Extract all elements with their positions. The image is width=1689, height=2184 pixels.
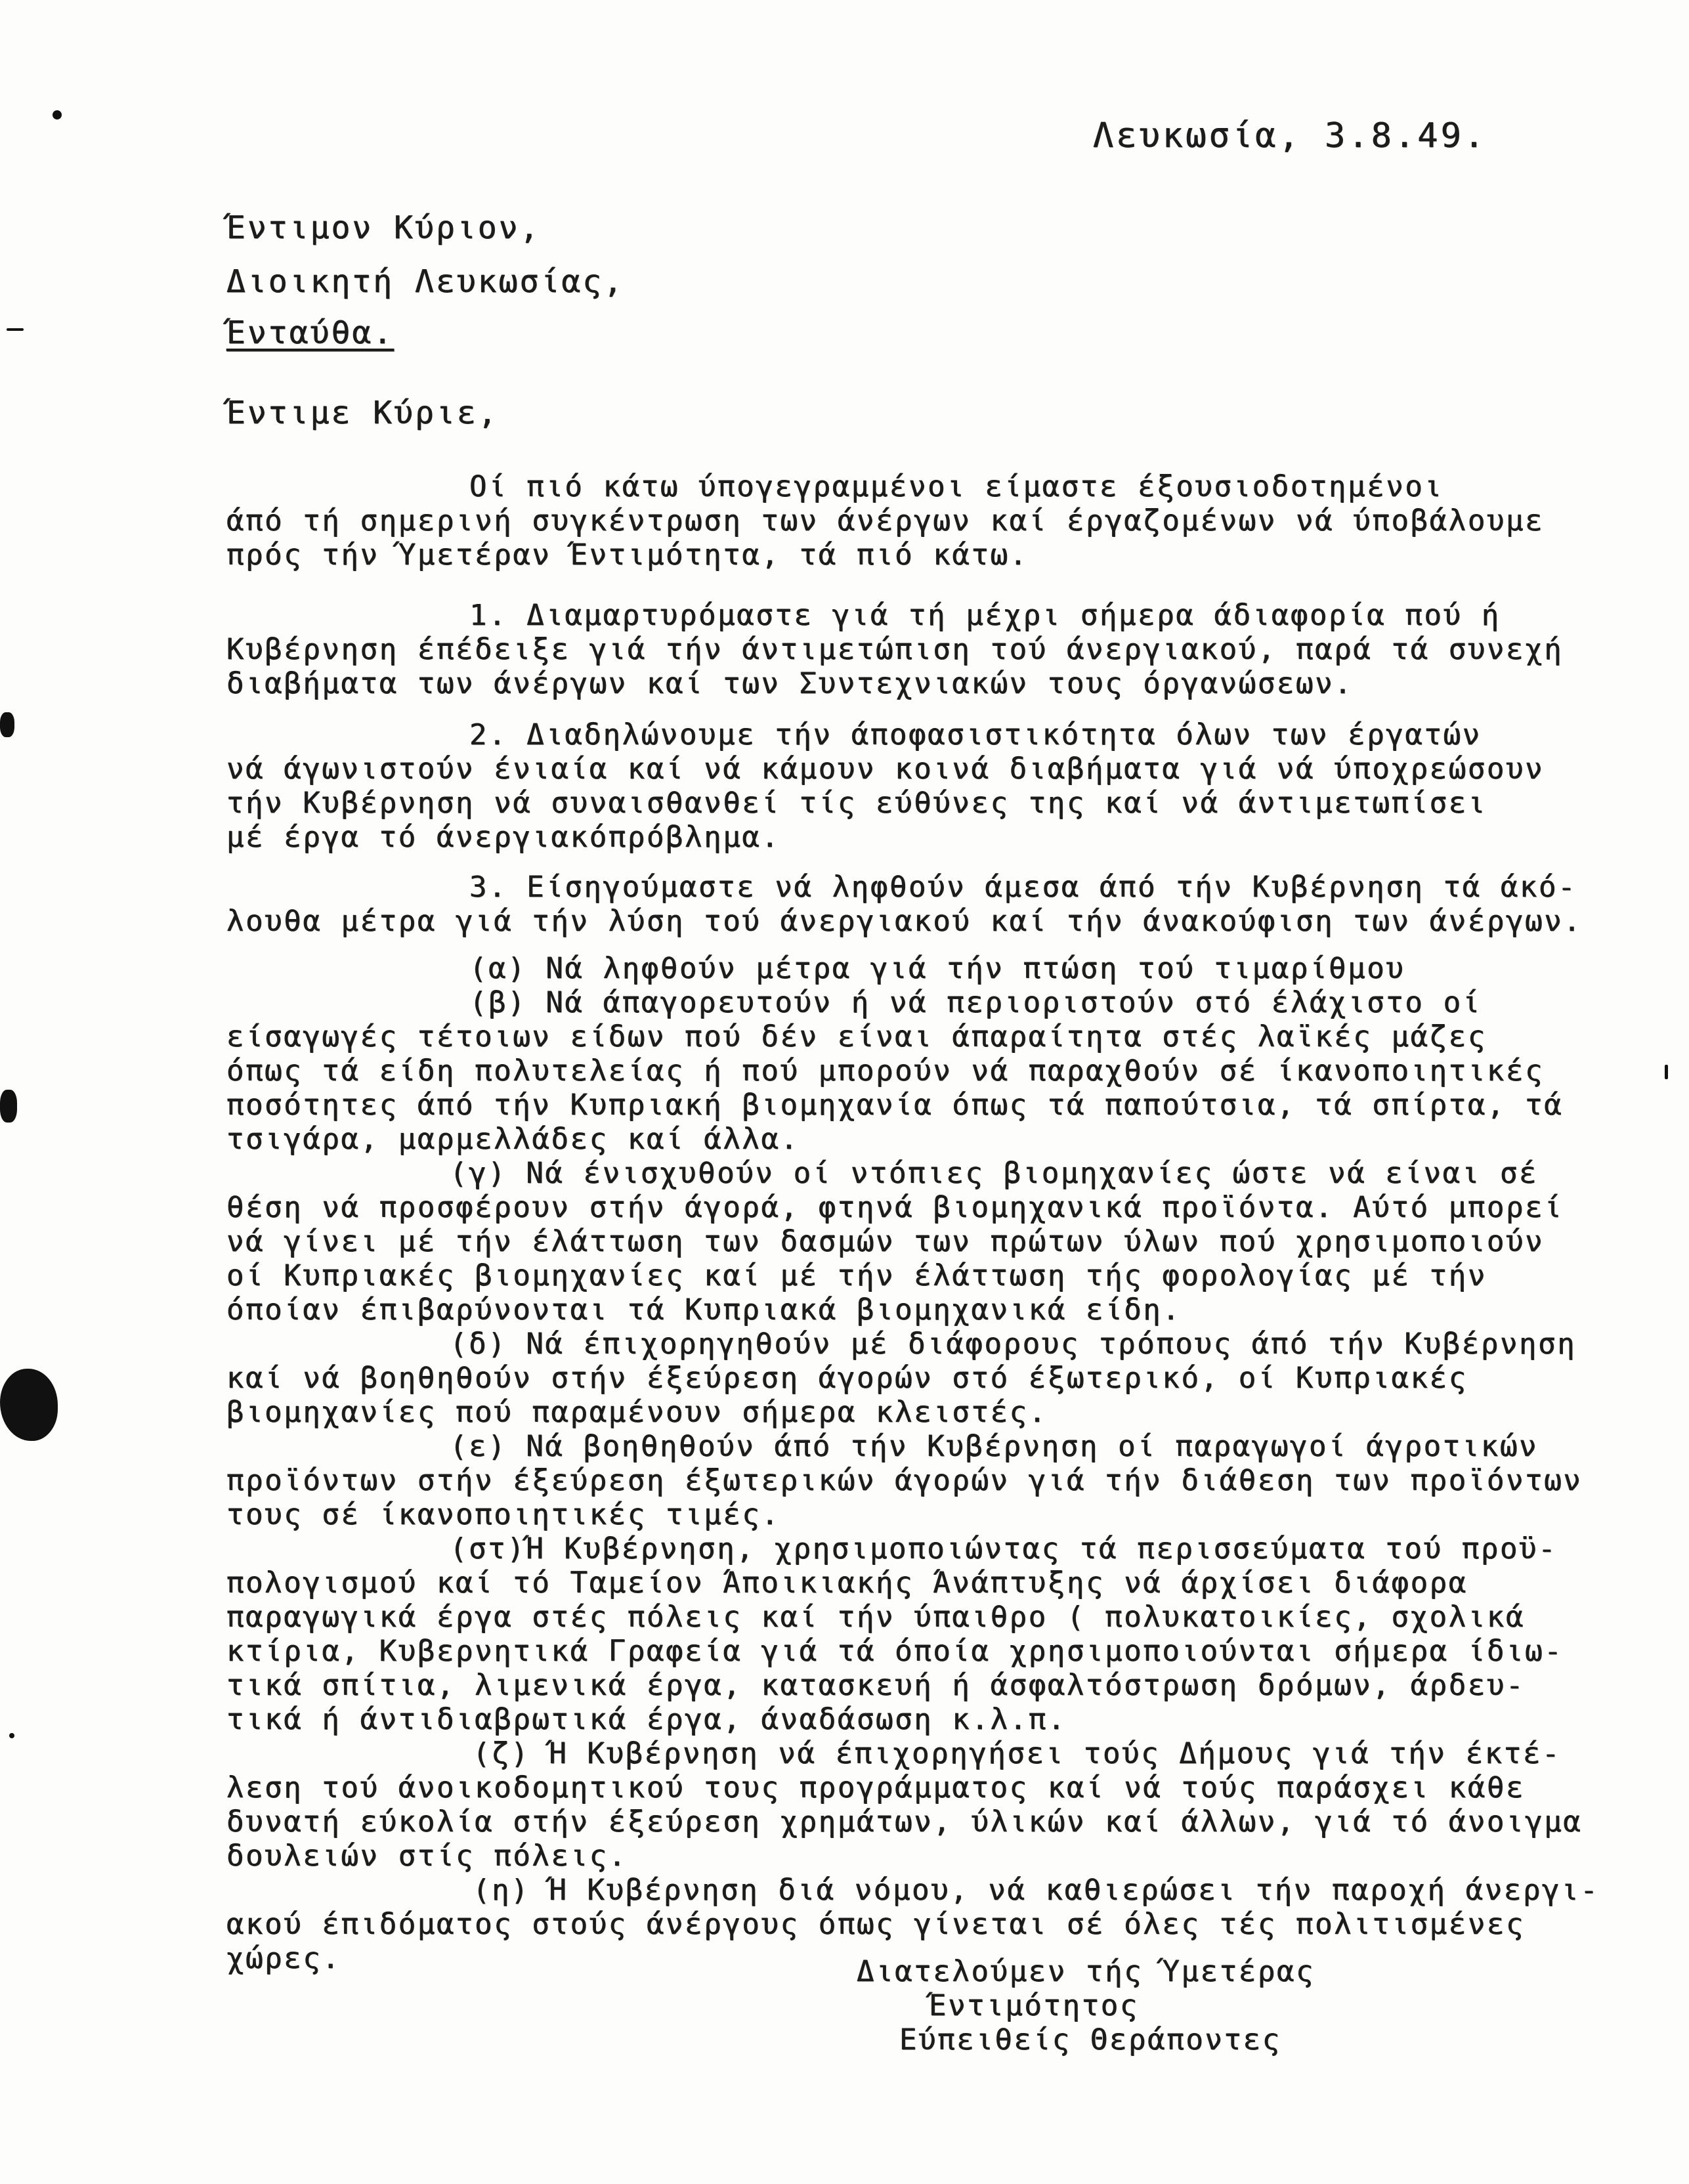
intro-line: άπό τή σημερινή συγκέντρωση των άνέργων καί έργαζομένων νά ύποβάλουμε	[226, 504, 1545, 538]
measure-line: βιομηχανίες πού παραμένουν σήμερα κλειστές.	[226, 1396, 1048, 1429]
measures-list	[226, 952, 1657, 1976]
measure-line: προϊόντων στήν έξεύρεση έξωτερικών άγορών γιά τήν διάθεση των προϊόντων	[226, 1464, 1583, 1497]
measure-line: (α) Νά ληφθούν μέτρα γιά τήν πτώση τού τιμαρίθμου	[469, 952, 1405, 985]
point-3-paragraph	[226, 870, 1657, 939]
measure-line: ακού έπιδόματος στούς άνέργους όπως γίνεται σέ όλες τές πολιτισμένες	[226, 1908, 1526, 1941]
measure-line: δουλειών στίς πόλεις.	[226, 1839, 628, 1873]
measure-line: ποσότητες άπό τήν Κυπριακή βιομηχανία όπως τά παπούτσια, τά σπίρτα, τά	[226, 1088, 1564, 1122]
scan-speck	[0, 1090, 17, 1123]
measure-line: χώρες.	[226, 1942, 341, 1975]
letter-date: Λευκωσία, 3.8.49.	[1093, 116, 1487, 156]
point-2-line: μέ έργα τό άνεργιακόπρόβλημα.	[226, 821, 780, 854]
measure-line: τσιγάρα, μαρμελλάδες καί άλλα.	[226, 1123, 800, 1156]
closing-block	[857, 1955, 1315, 2057]
measure-line: κτίρια, Κυβερνητικά Γραφεία γιά τά όποία χρησιμοποιούνται σήμερα ίδιω-	[226, 1635, 1564, 1668]
point-2-paragraph	[226, 718, 1657, 855]
intro-line: Οί πιό κάτω ύπογεγραμμένοι είμαστε έξουσιοδοτημένοι	[469, 470, 1443, 503]
scan-speck	[9, 1733, 14, 1738]
addressee-line-3: Ένταύθα.	[226, 314, 395, 351]
measure-line: παραγωγικά έργα στές πόλεις καί τήν ύπαιθρο ( πολυκατοικίες, σχολικά	[226, 1600, 1526, 1634]
measure-line: λεση τού άνοικοδομητικού τους προγράμματος καί νά τούς παράσχει κάθε	[226, 1771, 1526, 1805]
closing-line: Έντιμότητος	[929, 1989, 1139, 2023]
measure-line: οί Κυπριακές βιομηχανίες καί μέ τήν έλάττωση τής φορολογίας μέ τήν	[226, 1259, 1487, 1293]
measure-line: όποίαν έπιβαρύνονται τά Κυπριακά βιομηχανικά είδη.	[226, 1293, 1182, 1327]
intro-line: πρός τήν Ύμετέραν Έντιμότητα, τά πιό κάτω.	[226, 538, 1029, 572]
scan-speck	[0, 1369, 58, 1441]
measure-line: (στ)Ή Κυβέρνηση, χρησιμοποιώντας τά περισσεύματα τού προϋ-	[450, 1532, 1558, 1566]
measure-line: (γ) Νά ένισχυθούν οί ντόπιες βιομηχανίες ώστε νά είναι σέ	[450, 1157, 1539, 1190]
closing-line: Εύπειθείς Θεράποντες	[899, 2023, 1281, 2057]
measure-line: όπως τά είδη πολυτελείας ή πού μπορούν νά παραχθούν σέ ίκανοποιητικές	[226, 1054, 1545, 1088]
point-3-line: 3. Είσηγούμαστε νά ληφθούν άμεσα άπό τήν Κυβέρνηση τά άκό-	[469, 870, 1577, 904]
point-1-line: Κυβέρνηση έπέδειξε γιά τήν άντιμετώπιση τού άνεργιακού, παρά τά συνεχή	[226, 633, 1564, 666]
salutation: Έντιμε Κύριε,	[226, 395, 499, 431]
point-1-line: διαβήματα των άνέργων καί των Συντεχνιακών τους όργανώσεων.	[226, 667, 1354, 700]
measure-line: τικά σπίτια, λιμενικά έργα, κατασκευή ή άσφαλτόστρωση δρόμων, άρδευ-	[226, 1669, 1526, 1702]
measure-line: νά γίνει μέ τήν έλάττωση των δασμών των πρώτων ύλων πού χρησιμοποιούν	[226, 1225, 1545, 1258]
measure-line: θέση νά προσφέρουν στήν άγορά, φτηνά βιομηχανικά προϊόντα. Αύτό μπορεί	[226, 1191, 1564, 1224]
measure-line: τικά ή άντιδιαβρωτικά έργα, άναδάσωση κ.λ.π.	[226, 1703, 1067, 1736]
point-2-line: τήν Κυβέρνηση νά συναισθανθεί τίς εύθύνες της καί νά άντιμετωπίσει	[226, 786, 1487, 820]
closing-line: Διατελούμεν τής Ύμετέρας	[857, 1955, 1315, 1988]
addressee-line-1: Έντιμον Κύριον,	[226, 209, 541, 246]
point-2-line: 2. Διαδηλώνουμε τήν άποφασιστικότητα όλων των έργατών	[469, 718, 1482, 752]
point-2-line: νά άγωνιστούν ένιαία καί νά κάμουν κοινά διαβήματα γιά νά ύποχρεώσουν	[226, 752, 1545, 786]
measure-line: (ε) Νά βοηθηθούν άπό τήν Κυβέρνηση οί παραγωγοί άγροτικών	[450, 1430, 1539, 1463]
intro-paragraph	[226, 470, 1657, 572]
measure-line: είσαγωγές τέτοιων είδων πού δέν είναι άπαραίτητα στές λαϊκές μάζες	[226, 1020, 1487, 1054]
measure-line: (β) Νά άπαγορευτούν ή νά περιοριστούν στό έλάχιστο οί	[469, 986, 1482, 1019]
measure-line: (δ) Νά έπιχορηγηθούν μέ διάφορους τρόπους άπό τήν Κυβέρνηση	[450, 1327, 1577, 1361]
point-3-line: λουθα μέτρα γιά τήν λύση τού άνεργιακού καί τήν άνακούφιση των άνέργων.	[226, 905, 1583, 938]
scan-speck	[7, 328, 24, 331]
addressee-line-2: Διοικητή Λευκωσίας,	[226, 263, 625, 300]
scan-speck	[0, 712, 14, 737]
measure-line: τους σέ ίκανοποιητικές τιμές.	[226, 1498, 780, 1531]
measure-line: δυνατή εύκολία στήν έξεύρεση χρημάτων, ύλικών καί άλλων, γιά τό άνοιγμα	[226, 1805, 1583, 1839]
measure-line: πολογισμού καί τό Ταμείον Άποικιακής Άνάπτυξης νά άρχίσει διάφορα	[226, 1566, 1468, 1600]
measure-line: (η) Ή Κυβέρνηση διά νόμου, νά καθιερώσει τήν παροχή άνεργι-	[473, 1874, 1600, 1907]
point-1-paragraph	[226, 599, 1657, 701]
scan-speck	[1665, 1065, 1668, 1079]
measure-line: (ζ) Ή Κυβέρνηση νά έπιχορηγήσει τούς Δήμους γιά τήν έκτέ-	[473, 1737, 1562, 1770]
scan-speck	[53, 110, 62, 119]
measure-line: καί νά βοηθηθούν στήν έξεύρεση άγορών στό έξωτερικό, οί Κυπριακές	[226, 1361, 1468, 1395]
point-1-line: 1. Διαμαρτυρόμαστε γιά τή μέχρι σήμερα άδιαφορία πού ή	[469, 599, 1501, 632]
